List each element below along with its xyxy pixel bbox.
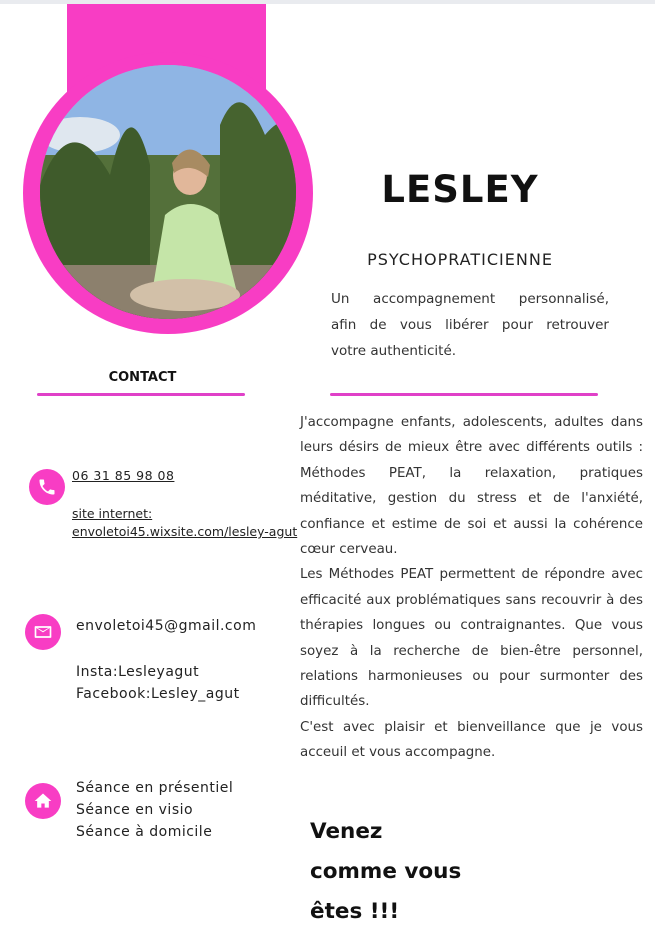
description-paragraph: J'accompagne enfants, adolescents, adultes dans leurs désirs de mieux être avec différents outils : Méthodes PEAT, la relaxation, pratiques méditative, gestion du stress et de l'anxiété, confiance et estime de soi et aussi la cohérence cœur cerveau. [300,415,643,558]
description-paragraph: C'est avec plaisir et bienveillance que je vous acceuil et vous accompagne. [300,719,643,761]
contact-heading: CONTACT [108,370,177,385]
instagram-handle: Insta:Lesleyagut [76,664,200,680]
website-link[interactable]: envoletoi45.wixsite.com/lesley-agut [72,524,298,539]
tagline-line: Un accompagnement personnalisé, [331,291,609,307]
website-label[interactable]: site internet: [72,506,153,521]
profile-title: PSYCHOPRATICIENNE [367,250,553,269]
email-address: envoletoi45@gmail.com [76,618,257,634]
description-text [300,410,643,766]
slogan-line: êtes !!! [310,899,400,924]
session-type-item: Séance à domicile [76,824,213,840]
slogan-line: Venez [310,819,383,844]
social-links [76,661,240,705]
profile-tagline [331,286,609,364]
slogan-line: comme vous [310,859,462,884]
phone-link[interactable]: 06 31 85 98 08 [72,468,175,483]
contact-divider [37,393,245,396]
description-divider [330,393,598,396]
tagline-line: afin de vous libérer pour retrouver [331,317,609,333]
session-type-item: Séance en présentiel [76,780,234,796]
tagline-line: votre authenticité. [331,343,457,359]
description-paragraph: Les Méthodes PEAT permettent de répondre avec efficacité aux problématiques sans recouvrir à des thérapies longues ou contraignantes. Que vous soyez à la recherche de bien-être personnel, relations harmonieuses ou pour surmonter des difficultés. [300,567,643,710]
slogan [310,812,461,932]
phone-icon [29,469,65,505]
facebook-handle: Facebook:Lesley_agut [76,686,240,702]
session-type-item: Séance en visio [76,802,194,818]
profile-photo [40,65,296,319]
session-types [76,777,233,843]
profile-name: LESLEY [381,168,539,211]
envelope-icon [25,614,61,650]
home-icon [25,783,61,819]
